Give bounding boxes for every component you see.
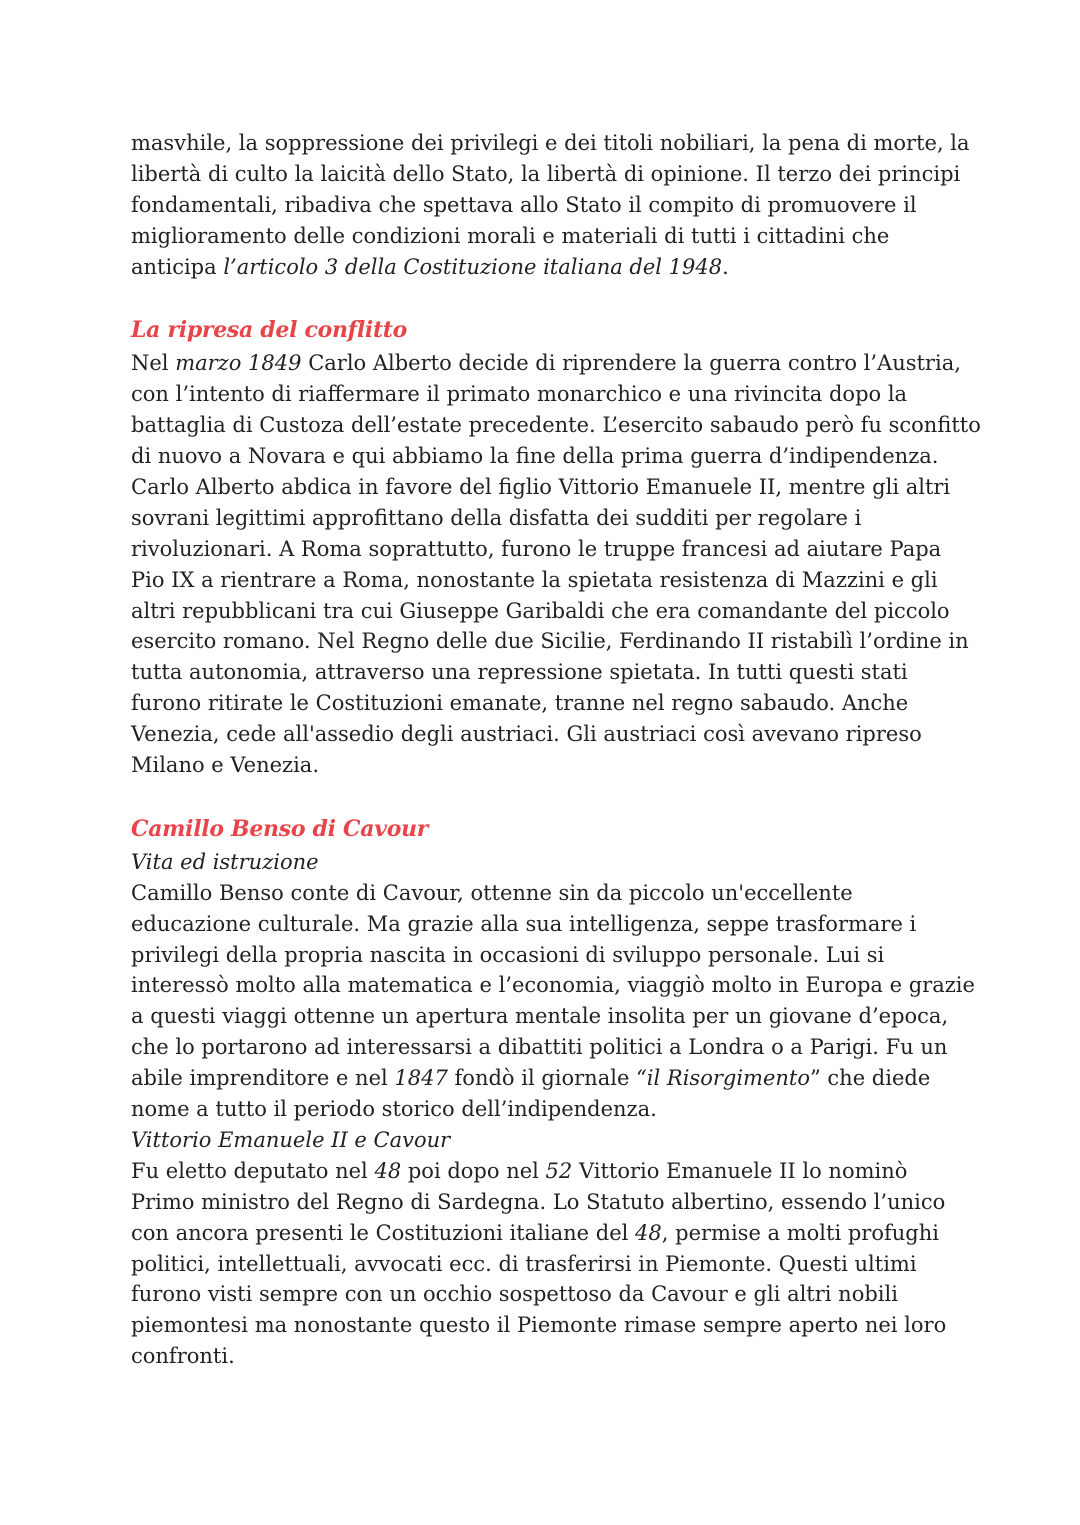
text-line: a questi viaggi ottenne un apertura mentale insolita per un giovane d’epoca, <box>131 1004 949 1029</box>
text-span: fondò il giornale <box>447 1066 637 1091</box>
text-line <box>131 1218 961 1249</box>
text-span: poi dopo nel <box>401 1158 546 1183</box>
italic-date: marzo 1849 <box>175 351 302 376</box>
text-line: Milano e Venezia. <box>131 753 319 778</box>
text-line: Pio IX a rientrare a Roma, nonostante la spietata resistenza di Mazzini e gli <box>131 567 938 592</box>
intro-paragraph <box>131 128 970 282</box>
text-span: abile imprenditore e nel <box>131 1066 395 1091</box>
text-line: interessò molto alla matematica e l’economia, viaggiò molto in Europa e grazie <box>131 973 975 998</box>
text-line: esercito romano. Nel Regno delle due Sicilie, Ferdinando II ristabilì l’ordine in <box>131 629 969 654</box>
text-line: Camillo Benso conte di Cavour, ottenne sin da piccolo un'eccellente <box>131 880 853 905</box>
subheading-text: Vittorio Emanuele II e Cavour <box>131 1127 451 1152</box>
italic-year: 48 <box>374 1158 402 1183</box>
text-line: che lo portarono ad interessarsi a dibattiti politici a Londra o a Parigi. Fu un <box>131 1035 948 1060</box>
text-line: nome a tutto il periodo storico dell’indipendenza. <box>131 1097 657 1122</box>
text-line: fondamentali, ribadiva che spettava allo Stato il compito di promuovere il <box>131 192 917 217</box>
text-line: politici, intellettuali, avvocati ecc. di trasferirsi in Piemonte. Questi ultimi <box>131 1251 917 1276</box>
spacer <box>131 781 961 811</box>
text-line: piemontesi ma nonostante questo il Piemonte rimase sempre aperto nei loro <box>131 1313 947 1338</box>
text-line <box>131 1063 961 1094</box>
text-span: , permise a molti profughi <box>661 1220 939 1245</box>
section-cavour <box>131 811 975 1372</box>
section-heading: Camillo Benso di Cavour <box>131 815 429 842</box>
italic-year: 52 <box>545 1158 573 1183</box>
italic-year: 1847 <box>394 1066 448 1091</box>
text-line: furono ritirate le Costituzioni emanate, tranne nel regno sabaudo. Anche <box>131 691 909 716</box>
text-line: Carlo Alberto abdica in favore del figlio Vittorio Emanuele II, mentre gli altri <box>131 475 951 500</box>
text-line: libertà di culto la laicità dello Stato, la libertà di opinione. Il terzo dei principi <box>131 161 961 186</box>
section-ripresa <box>131 312 981 780</box>
text-line: Venezia, cede all'assedio degli austriaci. Gli austriaci così avevano ripreso <box>131 722 922 747</box>
document-page <box>131 128 981 1372</box>
text-line <box>131 1156 961 1187</box>
text-line: tutta autonomia, attraverso una repressione spietata. In tutti questi stati <box>131 660 908 685</box>
text-span: . <box>722 254 729 279</box>
text-line: di nuovo a Novara e qui abbiamo la fine della prima guerra d’indipendenza. <box>131 444 939 469</box>
text-line: battaglia di Custoza dell’estate precedente. L’esercito sabaudo però fu sconfitto <box>131 413 981 438</box>
text-line: confronti. <box>131 1344 235 1369</box>
text-line: educazione culturale. Ma grazie alla sua intelligenza, seppe trasformare i <box>131 911 917 936</box>
text-span: ” che diede <box>810 1066 931 1091</box>
subheading <box>131 1125 961 1156</box>
text-line: sovrani legittimi approfittano della disfatta dei sudditi per regolare i <box>131 505 862 530</box>
italic-reference: l’articolo 3 della Costituzione italiana del 1948 <box>223 254 723 279</box>
text-span: con ancora presenti le Costituzioni italiane del <box>131 1220 636 1245</box>
italic-newspaper: “il Risorgimento <box>636 1066 810 1091</box>
spacer <box>131 282 961 312</box>
text-span: Nel <box>131 351 176 376</box>
text-span: Vittorio Emanuele II lo nominò <box>572 1158 908 1183</box>
text-line: rivoluzionari. A Roma soprattutto, furono le truppe francesi ad aiutare Papa <box>131 536 942 561</box>
text-line <box>131 252 961 283</box>
text-line: Primo ministro del Regno di Sardegna. Lo Statuto albertino, essendo l’unico <box>131 1189 946 1214</box>
text-line: miglioramento delle condizioni morali e materiali di tutti i cittadini che <box>131 223 890 248</box>
subheading-text: Vita ed istruzione <box>131 849 319 874</box>
italic-year: 48 <box>635 1220 662 1245</box>
subheading <box>131 847 961 878</box>
text-line: masvhile, la soppressione dei privilegi e dei titoli nobiliari, la pena di morte, la <box>131 131 970 155</box>
text-line: con l’intento di riaffermare il primato monarchico e una rivincita dopo la <box>131 382 908 407</box>
text-span: Fu eletto deputato nel <box>131 1158 375 1183</box>
text-span: anticipa <box>131 254 224 279</box>
text-line <box>131 348 961 379</box>
section-heading: La ripresa del conflitto <box>131 317 408 344</box>
text-span: Carlo Alberto decide di riprendere la guerra contro l’Austria, <box>301 351 961 376</box>
text-line: altri repubblicani tra cui Giuseppe Garibaldi che era comandante del piccolo <box>131 598 950 623</box>
text-line: furono visti sempre con un occhio sospettoso da Cavour e gli altri nobili <box>131 1282 898 1307</box>
text-line: privilegi della propria nascita in occasioni di sviluppo personale. Lui si <box>131 942 885 967</box>
